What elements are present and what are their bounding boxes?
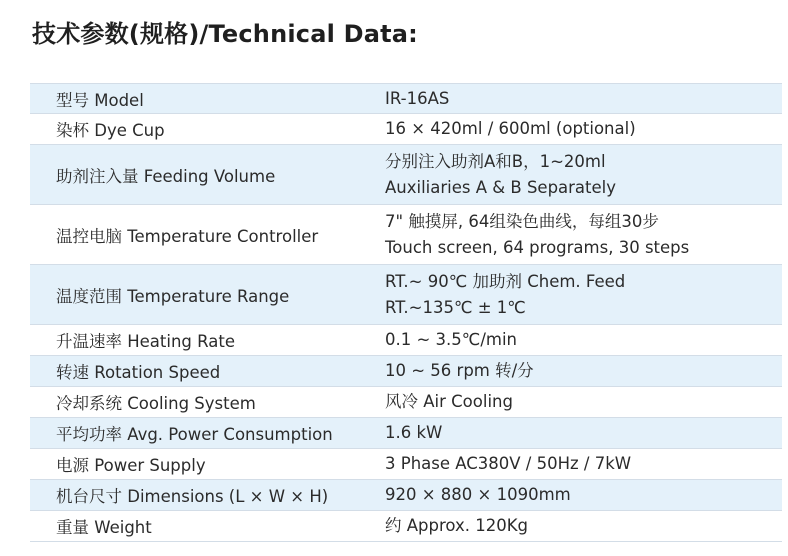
table-row [30, 356, 782, 387]
row-label-power-consumption: 平均功率 Avg. Power Consumption [56, 425, 333, 444]
row-label-feeding-volume: 助剂注入量 Feeding Volume [56, 166, 276, 186]
value-line: RT.~135℃ ± 1℃ [385, 297, 526, 317]
value-line: 风冷 Air Cooling [385, 392, 513, 411]
table-row [30, 114, 782, 145]
value-line: 3 Phase AC380V / 50Hz / 7kW [385, 454, 632, 473]
row-value-dimensions [385, 482, 782, 508]
row-value-heating-rate [385, 327, 782, 353]
row-value-feeding-volume [385, 149, 782, 201]
table-row [30, 145, 782, 205]
page-title: 技术参数(规格)/Technical Data: [32, 20, 418, 48]
table-row [30, 205, 782, 265]
value-line: IR-16AS [385, 88, 450, 108]
row-label-power-supply: 电源 Power Supply [56, 456, 206, 475]
row-value-model [385, 86, 782, 112]
row-label-rotation-speed: 转速 Rotation Speed [56, 363, 221, 382]
row-value-temperature-range [385, 269, 782, 321]
value-line: 约 Approx. 120Kg [385, 516, 529, 535]
row-label-temperature-range: 温度范围 Temperature Range [56, 286, 290, 306]
row-value-rotation-speed [385, 358, 782, 384]
table-row [30, 325, 782, 356]
row-value-power-supply [385, 451, 782, 477]
row-label-dye-cup: 染杯 Dye Cup [56, 121, 165, 140]
value-line: 10 ~ 56 rpm 转/分 [385, 361, 534, 380]
value-line: 16 × 420ml / 600ml (optional) [385, 119, 636, 138]
row-label-cooling-system: 冷却系统 Cooling System [56, 394, 256, 413]
value-line: RT.~ 90℃ 加助剂 Chem. Feed [385, 271, 626, 291]
value-line: 920 × 880 × 1090mm [385, 485, 571, 504]
value-line: 1.6 kW [385, 423, 443, 442]
row-value-dye-cup [385, 116, 782, 142]
row-label-weight: 重量 Weight [56, 518, 152, 537]
value-line: 分别注入助剂A和B，1~20ml [385, 151, 606, 171]
technical-data-table [30, 83, 782, 542]
table-row [30, 511, 782, 542]
table-row [30, 480, 782, 511]
row-label-heating-rate: 升温速率 Heating Rate [56, 332, 235, 351]
table-row [30, 449, 782, 480]
row-label-model: 型号 Model [56, 90, 144, 110]
value-line: 7" 触摸屏, 64组染色曲线，每组30步 [385, 211, 659, 231]
row-value-temperature-controller [385, 209, 782, 261]
value-line: Auxiliaries A & B Separately [385, 177, 617, 197]
table-row [30, 83, 782, 114]
row-label-dimensions: 机台尺寸 Dimensions (L × W × H) [56, 487, 329, 506]
value-line: 0.1 ~ 3.5℃/min [385, 330, 517, 349]
table-row [30, 418, 782, 449]
table-row [30, 387, 782, 418]
row-label-temperature-controller: 温控电脑 Temperature Controller [56, 226, 319, 246]
value-line: Touch screen, 64 programs, 30 steps [385, 237, 690, 257]
row-value-power-consumption [385, 420, 782, 446]
row-value-weight [385, 513, 782, 539]
table-row [30, 265, 782, 325]
row-value-cooling-system [385, 389, 782, 415]
